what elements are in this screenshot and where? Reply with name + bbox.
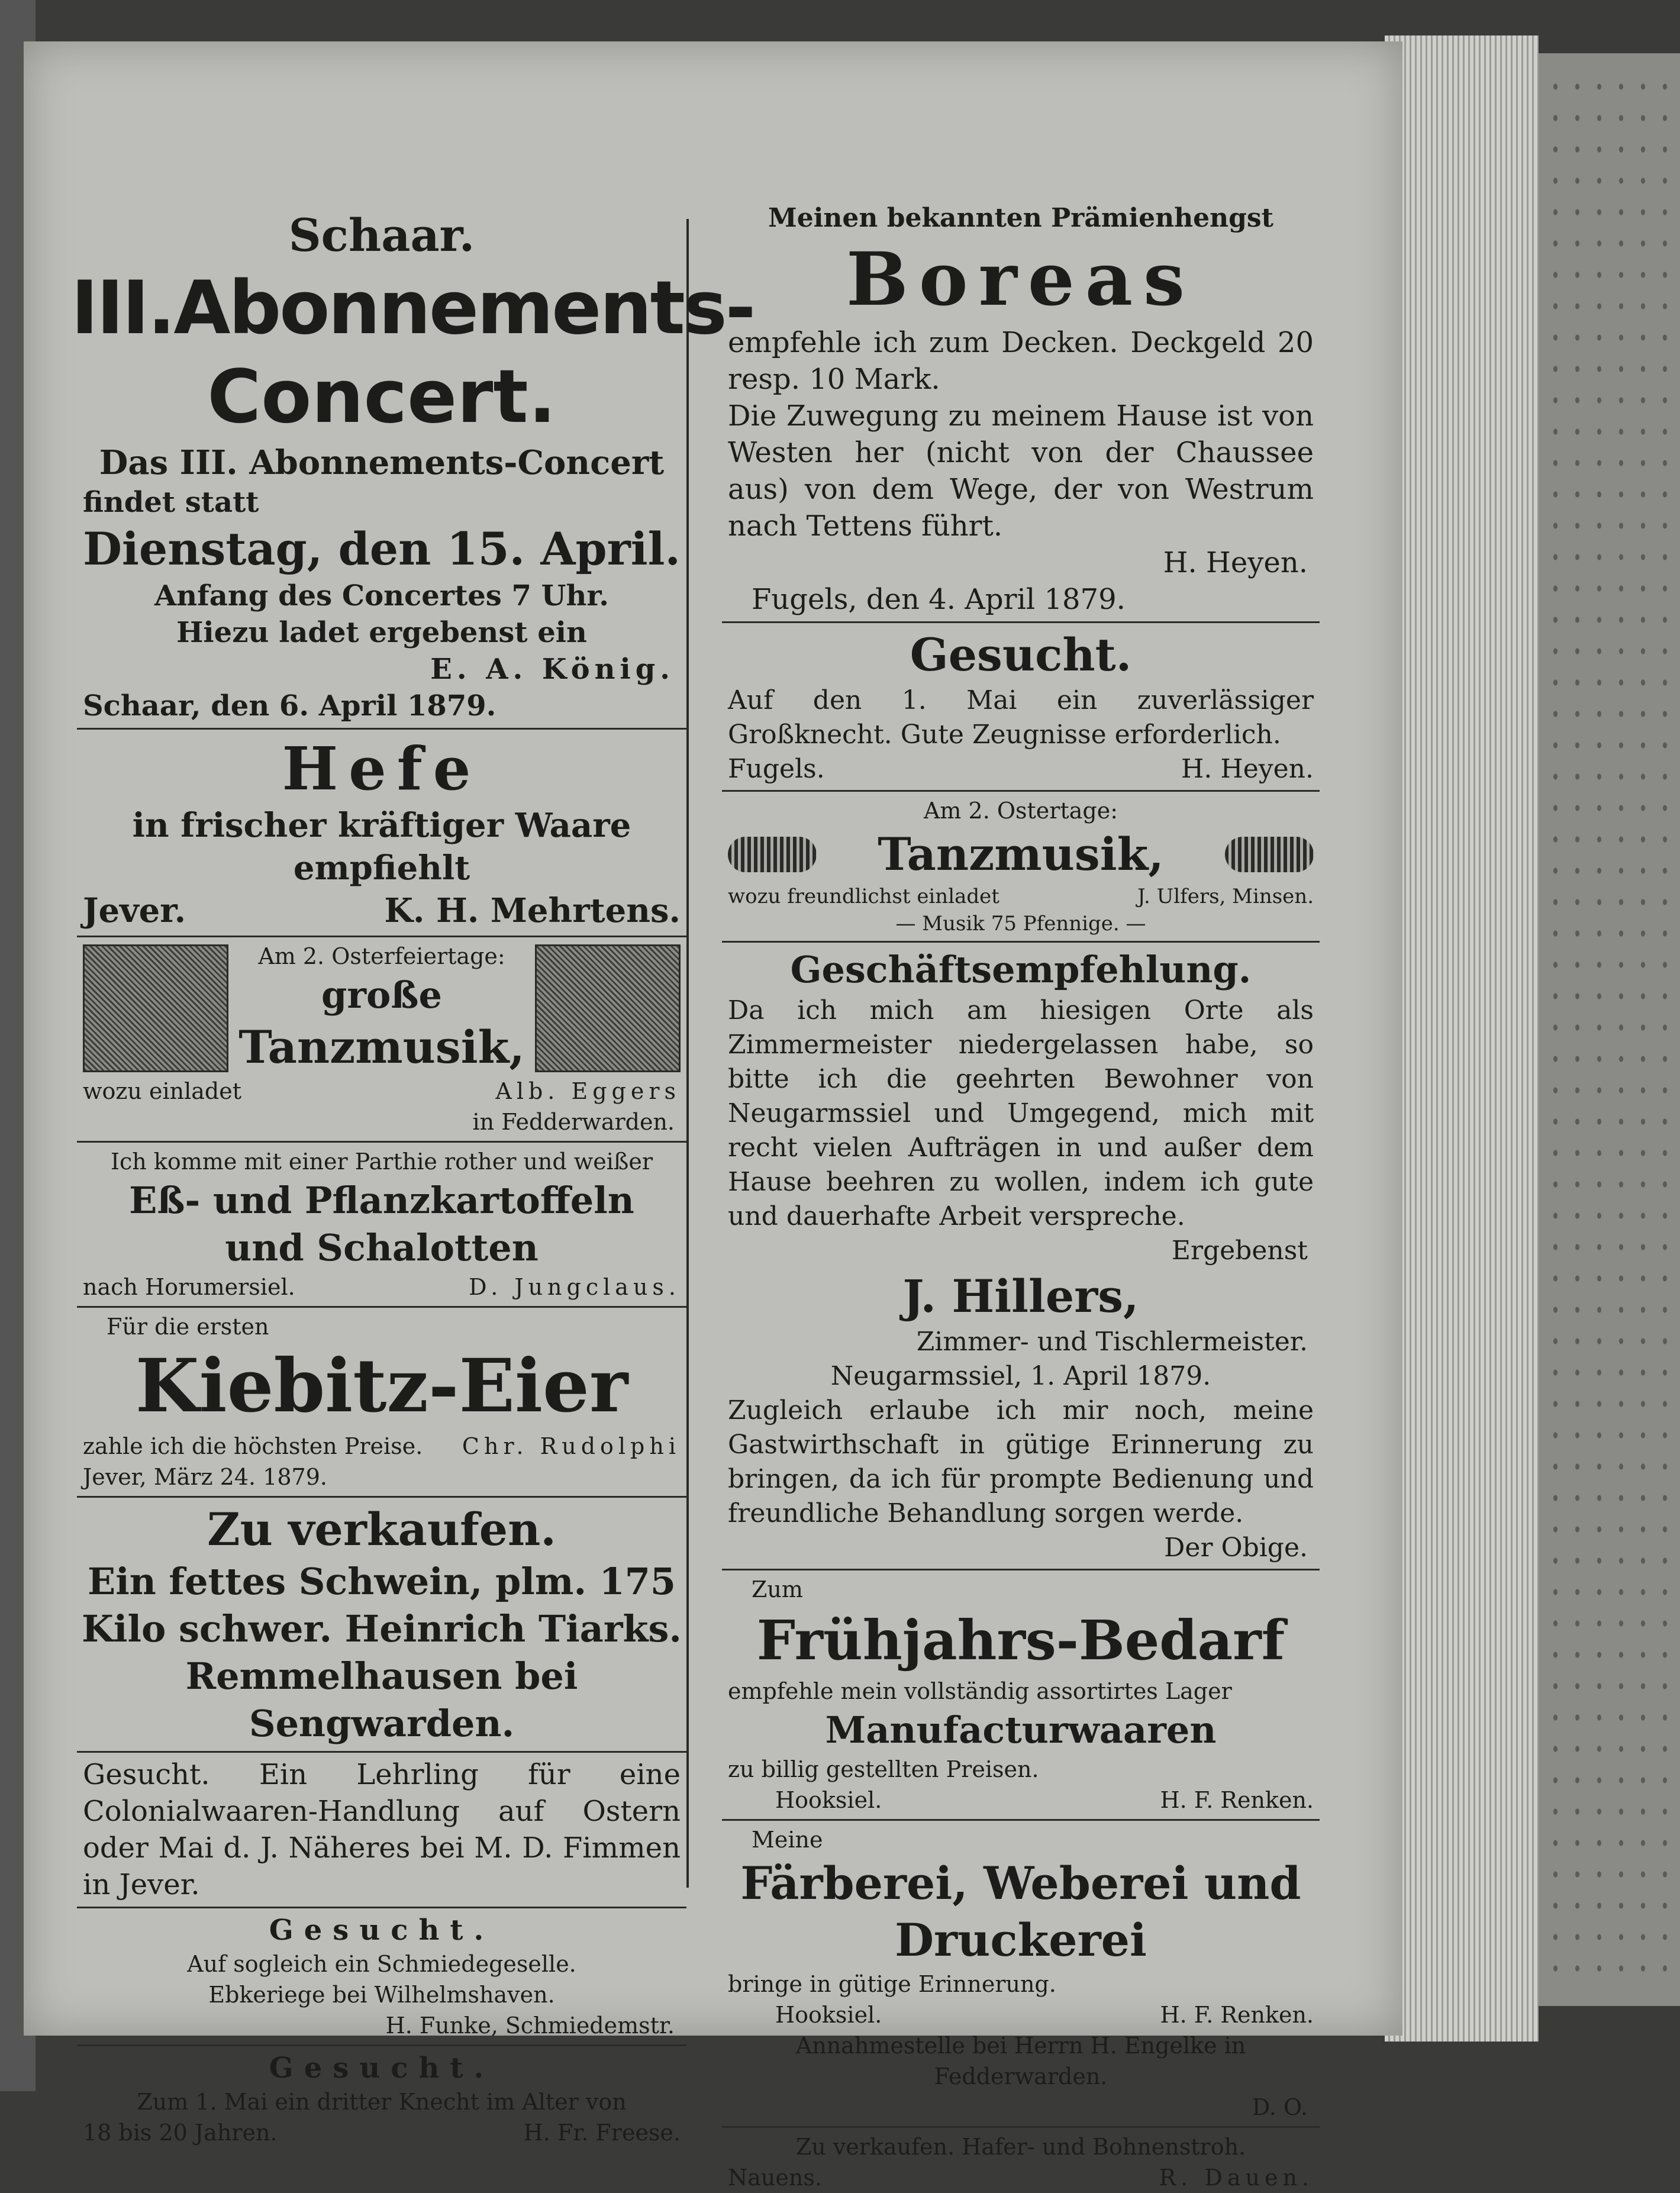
dance-text xyxy=(228,941,535,1076)
ad-text: Die Zuwegung zu meinem Hause ist von Westen her (nicht von der Chaussee aus) von dem Wege, der von Westrum nach Tettens führt. xyxy=(728,399,1314,543)
ad-signer: J. Hillers, xyxy=(902,1270,1139,1323)
ad-greeting: Ergebenst xyxy=(1171,1236,1308,1266)
ad-tanzmusik-ulfers xyxy=(716,795,1326,937)
ad-footer xyxy=(716,1785,1326,1815)
ad-signer: Der Obige. xyxy=(1164,1533,1308,1563)
ad-title: Gesucht. xyxy=(269,2052,495,2085)
ad-title: Tanzmusik, xyxy=(878,828,1164,881)
ad-signer: H. Fr. Freese. xyxy=(523,2120,681,2146)
ad-signer: H. Heyen. xyxy=(1163,546,1308,579)
dance-title-row xyxy=(716,826,1326,883)
ad-text: bringe in gütige Erinnerung. xyxy=(728,1971,1056,1997)
ad-signer: H. Heyen. xyxy=(1181,754,1314,784)
ad-text: wozu freundlichst einladet xyxy=(728,885,999,908)
ad-footer xyxy=(716,883,1326,910)
ad-text: zahle ich die höchsten Preise. xyxy=(83,1433,423,1459)
ad-title: Tanzmusik, xyxy=(238,1021,525,1073)
ad-title: III.Abonnements- xyxy=(71,266,754,351)
ad-boreas xyxy=(716,201,1326,618)
ad-text: Zum 1. Mai ein dritter Knecht im Alter von xyxy=(137,2089,627,2115)
ad-rule xyxy=(722,941,1320,943)
ad-footer xyxy=(71,889,692,932)
ad-intro: Meinen bekannten Prämienhengst xyxy=(768,203,1273,233)
ad-geschaeftsempfehlung xyxy=(716,946,1326,1565)
ad-rule xyxy=(77,2044,686,2046)
ad-text: Auf den 1. Mai ein zuverlässiger Großknecht. Gute Zeugnisse erforderlich. xyxy=(728,685,1314,750)
ad-text: Hiezu ladet ergebenst ein xyxy=(176,616,587,649)
ornament-right-icon xyxy=(1225,837,1314,872)
ad-dateline: Fugels, den 4. April 1879. xyxy=(752,583,1126,616)
ad-intro: Für die ersten xyxy=(107,1314,269,1340)
ad-intro: Ich komme mit einer Parthie rother und weißer xyxy=(111,1149,653,1175)
ad-text: in frischer kräftiger Waare empfiehlt xyxy=(132,806,631,888)
ad-signer: H. F. Renken. xyxy=(1160,1787,1314,1813)
ad-rule xyxy=(77,1907,686,1908)
ad-title: Zu verkaufen. xyxy=(207,1503,556,1556)
ad-title: Gesucht. xyxy=(269,1914,495,1947)
ad-title: Concert. xyxy=(207,354,556,440)
ad-signer: H. Funke, Schmiedemstr. xyxy=(385,2013,675,2039)
ad-text: Ein fettes Schwein, plm. 175 xyxy=(87,1560,676,1603)
ad-text: Gesucht. Ein Lehrling für eine Colonialwaaren-Handlung auf Ostern oder Mai d. J. Näheres bei M. D. Fimmen in Jever. xyxy=(83,1758,681,1901)
ad-signer: Alb. Eggers xyxy=(495,1078,681,1104)
ad-place: Hooksiel. xyxy=(775,2002,882,2028)
ad-signer: Chr. Rudolphi xyxy=(462,1433,681,1459)
ad-dateline: Schaar, den 6. April 1879. xyxy=(83,689,496,723)
dancers-engraving-left xyxy=(83,944,228,1072)
ad-title: Eß- und Pflanzkartoffeln xyxy=(129,1179,634,1222)
ad-dateline: Jever, März 24. 1879. xyxy=(83,1464,327,1490)
ad-signer: R. Dauen. xyxy=(1159,2165,1314,2191)
ad-place: Hooksiel. xyxy=(775,1787,882,1813)
ad-title: Gesucht. xyxy=(910,628,1132,681)
page-edges xyxy=(1385,36,1539,2042)
ad-rule xyxy=(722,2126,1320,2128)
dancers-engraving-right xyxy=(535,944,681,1072)
ad-signer: K. H. Mehrtens. xyxy=(384,891,681,930)
ad-footer xyxy=(71,1076,692,1107)
ad-knecht xyxy=(71,2050,692,2148)
ad-role: Zimmer- und Tischlermeister. xyxy=(916,1327,1308,1357)
ad-text: Das III. Abonnements-Concert xyxy=(99,443,665,482)
ad-faerberei xyxy=(716,1824,1326,2123)
ad-rule xyxy=(77,728,686,730)
ad-intro: Am 2. Osterfeiertage: xyxy=(258,943,505,969)
ad-text: Annahmestelle bei Herrn H. Engelke in Fedderwarden. xyxy=(795,2033,1246,2089)
ad-intro: Zum xyxy=(752,1576,803,1602)
ad-intro: Meine xyxy=(752,1827,823,1853)
ad-text: Kilo schwer. Heinrich Tiarks. xyxy=(82,1607,682,1650)
ad-title: Hefe xyxy=(282,734,482,804)
ad-title: Färberei, Weberei und xyxy=(740,1857,1301,1910)
ad-fruehjahrs-bedarf xyxy=(716,1574,1326,1815)
ad-signer: E. A. König. xyxy=(430,653,675,686)
ad-dateline: Neugarmssiel, 1. April 1879. xyxy=(830,1361,1211,1391)
ad-text: findet statt xyxy=(83,486,259,519)
left-column xyxy=(71,207,754,2148)
ad-lehrling xyxy=(71,1756,692,1903)
ad-text: 18 bis 20 Jahren. xyxy=(83,2120,278,2146)
ad-intro: Am 2. Ostertage: xyxy=(923,798,1118,824)
ad-text: Da ich mich am hiesigen Orte als Zimmermeister niedergelassen habe, so bitte ich die geehrten Bewohner von Neugarmssiel und Umgegend, mich mit recht vielen Aufträgen in und außer dem Hause beehren zu wollen, indem ich gute und dauerhafte Arbeit verspreche. xyxy=(728,995,1314,1231)
ad-place: Schaar. xyxy=(288,209,475,262)
ad-text: empfehle ich zum Decken. Deckgeld 20 resp. 10 Mark. xyxy=(728,326,1314,396)
ad-footer xyxy=(71,1272,692,1302)
ad-gesucht-grossknecht xyxy=(716,627,1326,786)
ad-zu-verkaufen xyxy=(71,1501,692,1747)
ad-place: Fugels. xyxy=(728,754,825,784)
ad-footer xyxy=(716,2162,1326,2193)
ad-stroh xyxy=(716,2131,1326,2193)
ad-rule xyxy=(77,1496,686,1498)
right-column xyxy=(716,201,1326,2193)
ad-title: große xyxy=(321,973,442,1017)
ad-footer xyxy=(716,752,1326,786)
cover-texture xyxy=(1544,71,1675,1994)
ad-place: in Fedderwarden. xyxy=(472,1109,675,1135)
ad-title: und Schalotten xyxy=(225,1226,538,1269)
ad-rule xyxy=(722,790,1320,792)
ad-text: empfehle mein vollständig assortirtes Lager xyxy=(728,1678,1232,1704)
ad-footer xyxy=(71,2117,692,2148)
ad-rule xyxy=(722,1819,1320,1821)
ornament-left-icon xyxy=(728,837,817,872)
newspaper-page xyxy=(24,41,1402,2191)
ad-text: zu billig gestellten Preisen. xyxy=(728,1756,1039,1782)
ad-place: nach Horumersiel. xyxy=(83,1274,295,1300)
dance-block xyxy=(71,941,692,1076)
ad-rule xyxy=(77,1751,686,1753)
ad-rule xyxy=(77,936,686,937)
ad-footer xyxy=(71,1431,692,1462)
ad-place: Nauens. xyxy=(728,2165,822,2191)
ad-text: Anfang des Concertes 7 Uhr. xyxy=(154,579,609,612)
ad-signer: J. Ulfers, Minsen. xyxy=(1137,885,1314,908)
ad-text: Ebkeriege bei Wilhelmshaven. xyxy=(208,1982,555,2008)
ad-kartoffeln xyxy=(71,1146,692,1302)
ad-tanzmusik-eggers xyxy=(71,941,692,1137)
ad-text: Zugleich erlaube ich mir noch, meine Gastwirthschaft in gütige Erinnerung zu bringen, da ich für prompte Bedienung und freundliche Behandlung sorgen werde. xyxy=(728,1395,1314,1528)
ad-footer xyxy=(716,2000,1326,2030)
ad-title: Kiebitz-Eier xyxy=(135,1343,628,1429)
ad-place: Jever. xyxy=(83,891,186,930)
ad-date: Dienstag, den 15. April. xyxy=(83,523,681,575)
ad-rule xyxy=(77,1141,686,1143)
ad-title: Druckerei xyxy=(895,1914,1147,1966)
ad-rule xyxy=(722,621,1320,623)
ad-hefe xyxy=(71,733,692,932)
ad-signer: H. F. Renken. xyxy=(1160,2002,1314,2028)
ad-abonnements-concert xyxy=(71,207,754,724)
ad-kiebitz-eier xyxy=(71,1311,692,1492)
ad-title: Frühjahrs-Bedarf xyxy=(756,1608,1285,1672)
ad-signer: D. Jungclaus. xyxy=(469,1274,681,1300)
ad-title: Geschäftsempfehlung. xyxy=(790,948,1252,991)
ad-text: Auf sogleich ein Schmiedegeselle. xyxy=(187,1951,576,1977)
ad-rule xyxy=(722,1569,1320,1570)
ad-text: Zu verkaufen. Hafer- und Bohnenstroh. xyxy=(795,2134,1246,2160)
ad-rule xyxy=(77,1306,686,1308)
ad-title: Manufacturwaaren xyxy=(825,1708,1217,1752)
ad-text: wozu einladet xyxy=(83,1078,241,1104)
ad-title: Boreas xyxy=(846,237,1195,322)
ad-price: — Musik 75 Pfennige. — xyxy=(895,912,1146,936)
ad-schmiedegeselle xyxy=(71,1912,692,2041)
ad-signer: D. O. xyxy=(1252,2094,1308,2120)
ad-text: Remmelhausen bei Sengwarden. xyxy=(185,1655,578,1745)
